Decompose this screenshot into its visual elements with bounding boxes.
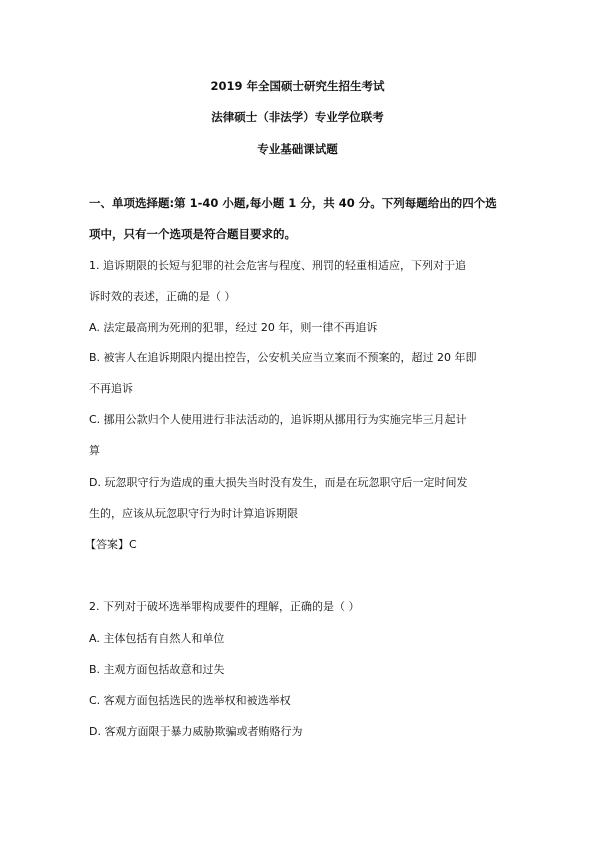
- question-1-option-a: A. 法定最高刑为死刑的犯罪，经过 20 年，则一律不再追诉: [89, 321, 378, 334]
- question-1-option-b: B. 被害人在追诉期限内提出控告，公安机关应当立案而不预案的，超过 20 年即: [89, 351, 477, 364]
- question-2-stem: 2. 下列对于破坏选举罪构成要件的理解，正确的是（ ）: [89, 600, 360, 613]
- question-1-option-d: D. 玩忽职守行为造成的重大损失当时没有发生，而是在玩忽职守后一定时间发: [89, 476, 468, 489]
- exam-title: 2019 年全国硕士研究生招生考试: [210, 79, 385, 93]
- question-1-option-b-cont: 不再追诉: [89, 382, 133, 395]
- question-1-stem-cont: 诉时效的表述，正确的是（ ）: [89, 290, 236, 303]
- question-1-stem: 1. 追诉期限的长短与犯罪的社会危害与程度、刑罚的轻重相适应，下列对于追: [89, 259, 466, 272]
- exam-subtitle: 法律硕士（非法学）专业学位联考: [211, 110, 384, 124]
- question-1-option-c: C. 挪用公款归个人使用进行非法活动的，追诉期从挪用行为实施完毕三月起计: [89, 413, 467, 426]
- question-1-option-d-cont: 生的，应该从玩忽职守行为时计算追诉期限: [89, 507, 298, 520]
- question-1-answer: 【答案】C: [85, 538, 137, 551]
- section-heading-line1: 一、单项选择题:第 1-40 小题,每小题 1 分，共 40 分。下列每题给出的四个选: [89, 196, 497, 210]
- question-1-option-c-cont: 算: [89, 444, 100, 457]
- question-2-option-a: A. 主体包括有自然人和单位: [89, 632, 225, 645]
- question-2-option-c: C. 客观方面包括选民的选举权和被选举权: [89, 694, 291, 707]
- question-2-option-b: B. 主观方面包括故意和过失: [89, 663, 225, 676]
- question-2-option-d: D. 客观方面限于暴力威胁欺骗或者贿赂行为: [89, 725, 303, 738]
- exam-paper-name: 专业基础课试题: [257, 142, 338, 156]
- section-heading-line2: 项中，只有一个选项是符合题目要求的。: [89, 227, 296, 241]
